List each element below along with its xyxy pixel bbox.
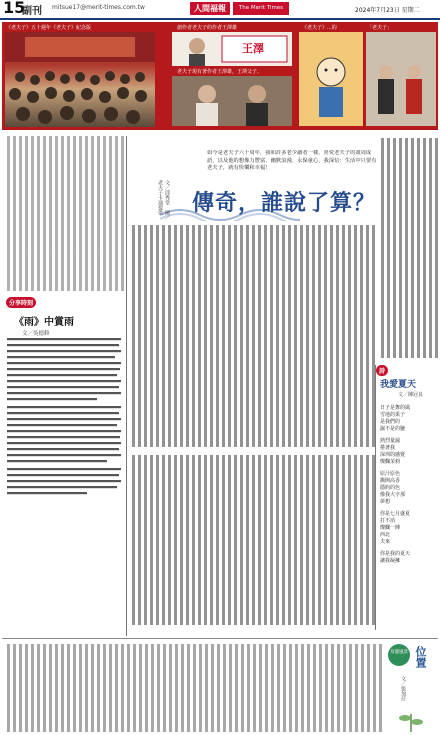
feature-body-lower [130,455,375,625]
poem-line: 雪地的果子 [380,412,406,418]
newspaper-logo-english: The Merit Times [233,2,289,15]
bottom-author: 文／張加仔 [400,676,406,701]
audience-crowd-image [5,32,155,127]
essay-title: 《雨》中賞雨 [14,317,74,328]
plant-illustration [386,706,436,732]
poem-line: 西北 [380,532,391,538]
bottom-article-header [386,642,436,732]
poem-line: 日子是舞的風 [380,405,411,411]
poem-line: 深圳的感覺 [380,452,406,458]
poem-line: 夢想 [380,499,391,505]
poem-line: 捲著我 [380,445,396,451]
sign-text: 王澤 [242,42,264,55]
poem-line: 濕不是的鹽 [380,426,406,432]
section-tag: 分享時刻 [6,297,36,308]
left-essay-text-block-1 [4,136,124,291]
group-photo [366,32,436,126]
photo-band [2,22,438,130]
father-son-image [172,76,292,126]
feature-body-upper [130,225,375,447]
section-email: mitsue17@merit-times.com.tw [52,4,145,11]
section-badge-label: 身邊風景 [390,650,408,655]
newspaper-logo: 人間福報 [190,2,230,15]
poem-line: 夫來 [380,539,391,545]
poem-line: 原汁原色 [380,471,401,477]
photo-caption-2: 創作者老夫子的作者王澤雄 [177,25,238,31]
sign-image [172,32,292,66]
poem-icon-tag: 詩 [376,365,388,376]
column-divider-right [375,365,376,630]
group-image [366,32,436,126]
essay-body-lines [5,336,123,496]
poem-lines [380,405,436,565]
poem-line: 你是我的夏天 [380,551,411,557]
poem-line: 撕開高香 [380,478,401,484]
bottom-title: 位置 [414,646,427,668]
author-sign-photo [172,32,292,66]
poem-line: 燦爛茉莉 [380,459,401,465]
comic-cover-photo [299,32,363,126]
poem-title: 我愛夏天 [380,380,417,390]
right-column-text [378,138,438,358]
section-name: 副刊 [22,6,42,17]
poem-author: 文／陳冠良 [398,392,424,398]
comic-cover-image [299,32,363,126]
poem-line: 像我大字那 [380,492,406,498]
photo-caption-paragraph: 如今是老夫子六十周年，我和許多老少讀者一樣，喜愛老夫子的畫周成語，以及他的想像力豐富、幽默浪漫、永保童心，我深信：生活中只要有老夫子，就有快樂和幸福！ [207,150,377,171]
poem-line: 燦爛一陣 [380,525,401,531]
father-son-photo [172,76,292,126]
photo-caption-1: 《老夫子》五十週年《老夫子》紀念版 [6,25,92,31]
feature-byline: 文／邱秀堂 圖／老夫子卡通提供 [157,180,170,220]
feature-title: 傳奇，誰說了算？ [192,191,377,216]
poem-line: 打不消 [380,518,396,524]
poem-line: 隱約的色 [380,485,401,491]
poem-line: 熱烈量濕 [380,438,401,444]
photo-caption-3: 《老夫子》...的 [302,25,337,31]
poem-line: 是我們的 [380,419,401,425]
essay-body [5,336,123,496]
poem-box [376,365,438,630]
audience-photo [5,32,155,127]
photo-caption-5: 老夫子現有著作者王澤雄，王澤父子。 [177,69,263,75]
photo-caption-4: 「老夫子」 [367,25,393,31]
bottom-article-text [4,644,382,732]
page-number: 15 [3,0,26,17]
essay-author: 文／吳德修 [22,331,50,337]
section-badge-icon [388,644,410,666]
bottom-section-rule [2,638,438,639]
poem-line: 讓我凝擁 [380,558,401,564]
column-divider-left [126,136,127,636]
issue-date: 2024年7月23日 星期二 [355,7,420,14]
poem-line: 你是七月盛夏 [380,511,411,517]
